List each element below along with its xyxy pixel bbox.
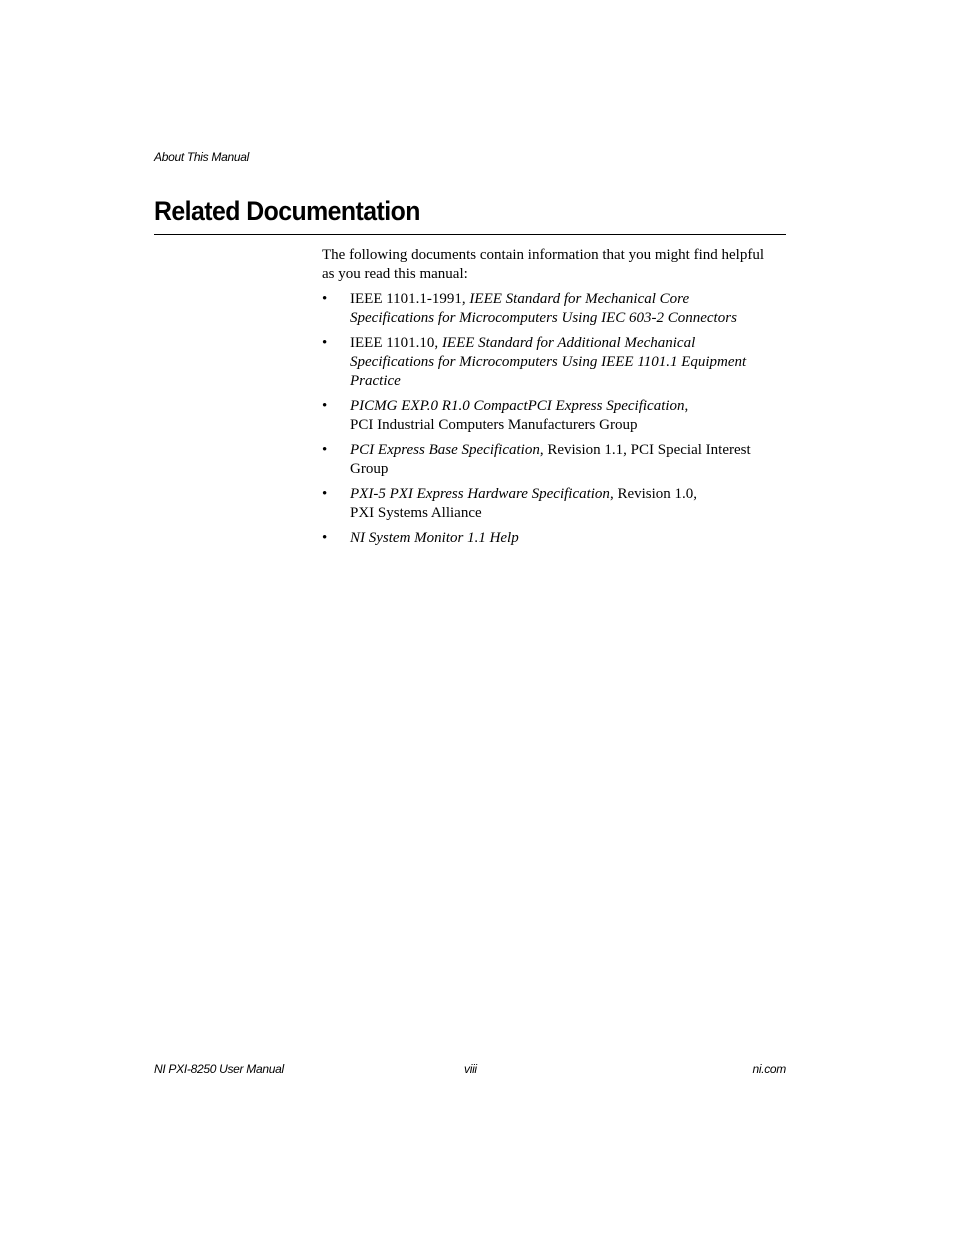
document-title: NI System Monitor 1.1 Help: [350, 530, 519, 546]
bullet-icon: •: [322, 442, 328, 458]
bullet-icon: •: [322, 398, 328, 414]
list-item: [322, 397, 792, 435]
document-suffix: , Revision 1.0,: [609, 486, 698, 502]
document-title: PXI-5 PXI Express Hardware Specification: [350, 486, 610, 502]
document-prefix: IEEE 1101.1-1991,: [350, 291, 470, 307]
list-item: [322, 529, 792, 548]
bullet-icon: •: [322, 335, 328, 351]
list-item: [322, 334, 792, 391]
bullet-icon: •: [322, 291, 328, 307]
document-title: Practice: [350, 373, 401, 389]
document-title: Specifications for Microcomputers Using IEEE 1101.1 Equipment: [350, 354, 747, 370]
bullet-icon: •: [322, 486, 328, 502]
footer-website: ni.com: [752, 1062, 786, 1076]
list-item: [322, 290, 792, 328]
document-title: PCI Express Base Specification: [350, 442, 540, 458]
bullet-icon: •: [322, 530, 328, 546]
intro-line-1: The following documents contain information that you might find helpful: [322, 247, 765, 263]
document-publisher: Group: [350, 461, 389, 477]
document-publisher: PXI Systems Alliance: [350, 505, 482, 521]
document-prefix: IEEE 1101.10,: [350, 335, 442, 351]
intro-paragraph: [322, 246, 792, 284]
related-documents-list: [322, 290, 792, 548]
list-item: [322, 441, 792, 479]
document-suffix: ,: [684, 398, 689, 414]
running-head: About This Manual: [154, 150, 249, 164]
footer-manual-name: NI PXI-8250 User Manual: [154, 1062, 284, 1076]
document-title: PICMG EXP.0 R1.0 CompactPCI Express Specification: [350, 398, 685, 414]
document-title: IEEE Standard for Mechanical Core: [469, 291, 690, 307]
section-body: [322, 246, 792, 554]
document-title: IEEE Standard for Additional Mechanical: [441, 335, 696, 351]
title-rule: [154, 234, 786, 235]
list-item: [322, 485, 792, 523]
document-title: Specifications for Microcomputers Using IEC 603-2 Connectors: [350, 310, 737, 326]
document-publisher: PCI Industrial Computers Manufacturers Group: [350, 417, 638, 433]
document-suffix: , Revision 1.1, PCI Special Interest: [539, 442, 751, 458]
intro-line-2: as you read this manual:: [322, 266, 468, 282]
section-title: Related Documentation: [154, 196, 420, 226]
footer-page-number: viii: [464, 1062, 477, 1076]
